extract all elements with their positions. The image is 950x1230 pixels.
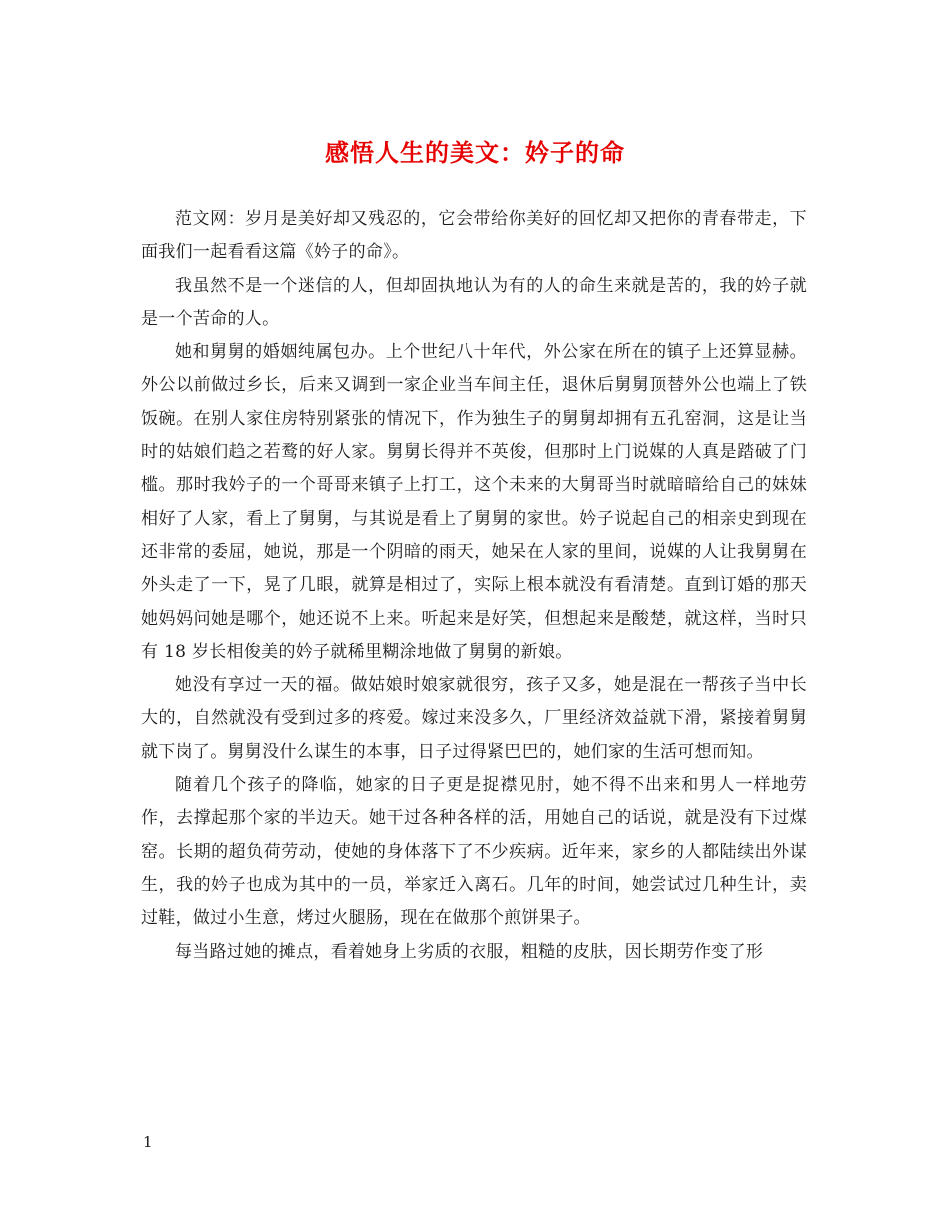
paragraph: 每当路过她的摊点，看着她身上劣质的衣服，粗糙的皮肤，因长期劳作变了形 [175, 941, 764, 962]
page-number: 1 [143, 1133, 153, 1151]
paragraph: 范文网：岁月是美好却又残忍的，它会带给你美好的回忆却又把你的青春带走，下面我们一起看看这篇《妗子的命》。 [141, 209, 807, 263]
paragraph: 她没有享过一天的福。做姑娘时娘家就很穷，孩子又多，她是混在一帮孩子当中长大的，自然就没有受到过多的疼爱。嫁过来没多久，厂里经济效益就下滑，紧接着舅舅就下岗了。舅舅没什么谋生的本事，日子过得紧巴巴的，她们家的生活可想而知。 [141, 675, 807, 762]
paragraph: 她和舅舅的婚姻纯属包办。上个世纪八十年代，外公家在所在的镇子上还算显赫。外公以前做过乡长，后来又调到一家企业当车间主任，退休后舅舅顶替外公也端上了铁饭碗。在别人家住房特别紧张的情况下，作为独生子的舅舅却拥有五孔窑洞，这是让当时的姑娘们趋之若鹜的好人家。舅舅长得并不英俊，但那时上门说媒的人真是踏破了门槛。那时我妗子的一个哥哥来镇子上打工，这个未来的大舅哥当时就暗暗给自己的妹妹相好了人家，看上了舅舅，与其说是看上了舅舅的家世。妗子说起自己的相亲史到现在还非常的委屈，她说，那是一个阴暗的雨天，她呆在人家的里间，说媒的人让我舅舅在外头走了一下，晃了几眼，就算是相过了，实际上根本就没有看清楚。直到订婚的那天她妈妈问她是哪个，她还说不上来。听起来是好笑，但想起来是酸楚，就这样，当时只有 18 岁长相俊美的妗子就稀里糊涂地做了舅舅的新娘。 [141, 342, 807, 662]
document-body [141, 203, 807, 969]
paragraph: 随着几个孩子的降临，她家的日子更是捉襟见肘，她不得不出来和男人一样地劳作，去撑起那个家的半边天。她干过各种各样的活，用她自己的话说，就是没有下过煤窑。长期的超负荷劳动，使她的身体落下了不少疾病。近年来，家乡的人都陆续出外谋生，我的妗子也成为其中的一员，举家迁入离石。几年的时间，她尝试过几种生计，卖过鞋，做过小生意，烤过火腿肠，现在在做那个煎饼果子。 [141, 775, 807, 929]
paragraph: 我虽然不是一个迷信的人，但却固执地认为有的人的命生来就是苦的，我的妗子就是一个苦命的人。 [141, 275, 807, 329]
document-title: 感悟人生的美文：妗子的命 [325, 138, 625, 167]
